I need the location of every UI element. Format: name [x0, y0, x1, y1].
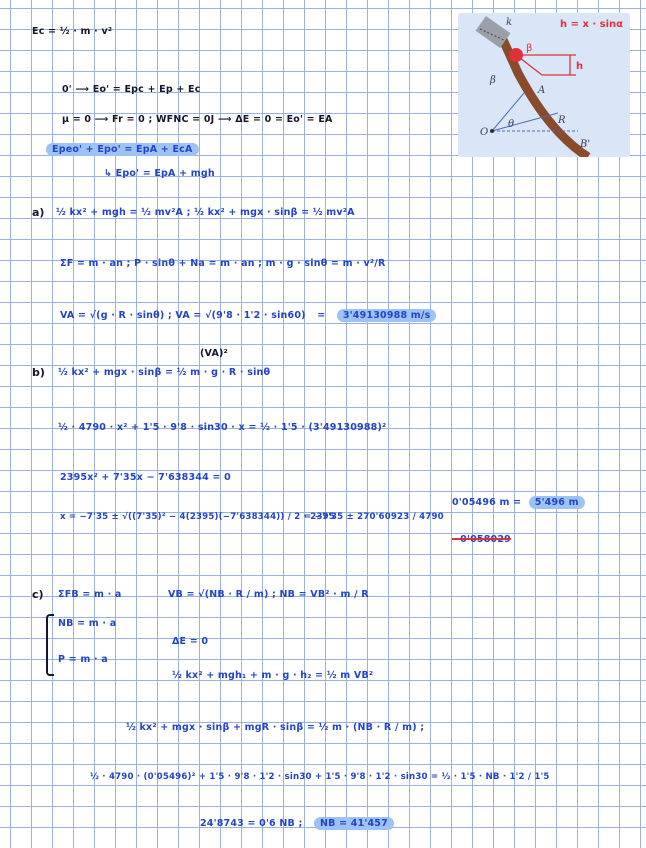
part-b-root-result: 5'496 m — [529, 496, 585, 509]
part-b-formula: x = −7'35 ± √((7'35)² − 4(2395)(−7'638344)) / 2 · 2395 — [60, 512, 336, 522]
figure-formula: h = x · sinα — [560, 19, 624, 30]
figure-label-beta-2: β — [490, 75, 496, 86]
part-a-velocity: VA = √(g · R · sinθ) ; VA = √(9'8 · 1'2 · sin60) — [60, 310, 306, 321]
energy-balance-highlight: Epeo' + Epo' = EpA + EcA — [46, 143, 199, 156]
part-c-energy-1: ½ kx² + mgh₁ + m · g · h₂ = ½ m VB² — [172, 670, 374, 681]
part-b-formula-2: = −7'35 ± 270'60923 / 4790 — [304, 512, 444, 522]
part-c-result: NB = 41'457 — [314, 817, 394, 830]
part-b-equation-1: ½ kx² + mgx · sinβ = ½ m · g · R · sinθ — [58, 367, 271, 378]
part-c-force-sum: ΣFB = m · a — [58, 589, 122, 600]
part-c-final-equation: 24'8743 = 0'6 NB ; — [200, 818, 303, 829]
part-b-root-1: 0'05496 m = — [452, 497, 522, 508]
energy-balance — [46, 144, 199, 155]
figure-label-beta: β — [526, 43, 533, 54]
part-c-energy-2: ½ kx² + mgx · sinβ + mgR · sinβ = ½ m · (NB · R / m) ; — [126, 722, 425, 733]
figure-label-b: B' — [580, 139, 591, 150]
figure-label-theta: θ — [508, 119, 515, 130]
figure-label-r: R — [558, 115, 566, 126]
part-c-delta-e: ΔE = 0 — [172, 636, 209, 647]
energy-simplified: ↳ Epo' = EpA + mgh — [104, 168, 215, 179]
part-a-result: 3'49130988 m/s — [337, 309, 437, 322]
part-b-brace: (VA)² — [200, 348, 228, 359]
figure-label-o: O — [480, 127, 489, 138]
part-a-equation-2: ΣF = m · an ; P · sinθ + Na = m · an ; m · g · sinθ = m · v²/R — [60, 258, 386, 269]
part-a-label: a) — [32, 206, 45, 219]
energy-at-origin: 0' ⟶ Eo' = Epc + Ep + Ec — [62, 84, 201, 95]
system-brace — [46, 614, 54, 676]
part-b-quadratic: 2395x² + 7'35x − 7'638344 = 0 — [60, 472, 231, 483]
part-c-normal: NB = m · a — [58, 618, 117, 629]
part-a-equation-1: ½ kx² + mgh = ½ mv²A ; ½ kx² + mgx · sinβ = ½ mv²A — [56, 207, 355, 218]
part-b-root-positive — [452, 497, 585, 508]
part-c-label: c) — [32, 588, 44, 601]
part-c-weight: P = m · a — [58, 654, 108, 665]
figure-label-h: h — [576, 61, 584, 72]
part-b-root-negative: −0'058029 — [452, 534, 511, 545]
part-c-final — [200, 818, 394, 829]
figure-label-k: k — [506, 17, 513, 28]
figure-label-a: A — [538, 85, 546, 96]
energy-conservation: μ = 0 ⟶ Fr = 0 ; WFNC = 0J ⟶ ΔE = 0 = Eo' = EA — [62, 114, 333, 125]
part-b-equation-2: ½ · 4790 · x² + 1'5 · 9'8 · sin30 · x = ½ · 1'5 · (3'49130988)² — [58, 422, 387, 433]
physics-figure — [458, 13, 630, 157]
part-c-energy-3: ½ · 4790 · (0'05496)² + 1'5 · 9'8 · 1'2 · sin30 + 1'5 · 9'8 · 1'2 · sin30 = ½ · 1'5 · NB · 1'2 / 1'5 — [90, 772, 550, 782]
kinetic-energy-formula: Ec = ½ · m · v² — [32, 26, 113, 37]
part-a-equation-3: VA = √(g · R · sinθ) ; VA = √(9'8 · 1'2 · sin60) = 3'49130988 m/s — [60, 310, 436, 321]
part-b-label: b) — [32, 366, 45, 379]
part-c-velocity-b: VB = √(NB · R / m) ; NB = VB² · m / R — [168, 589, 369, 600]
